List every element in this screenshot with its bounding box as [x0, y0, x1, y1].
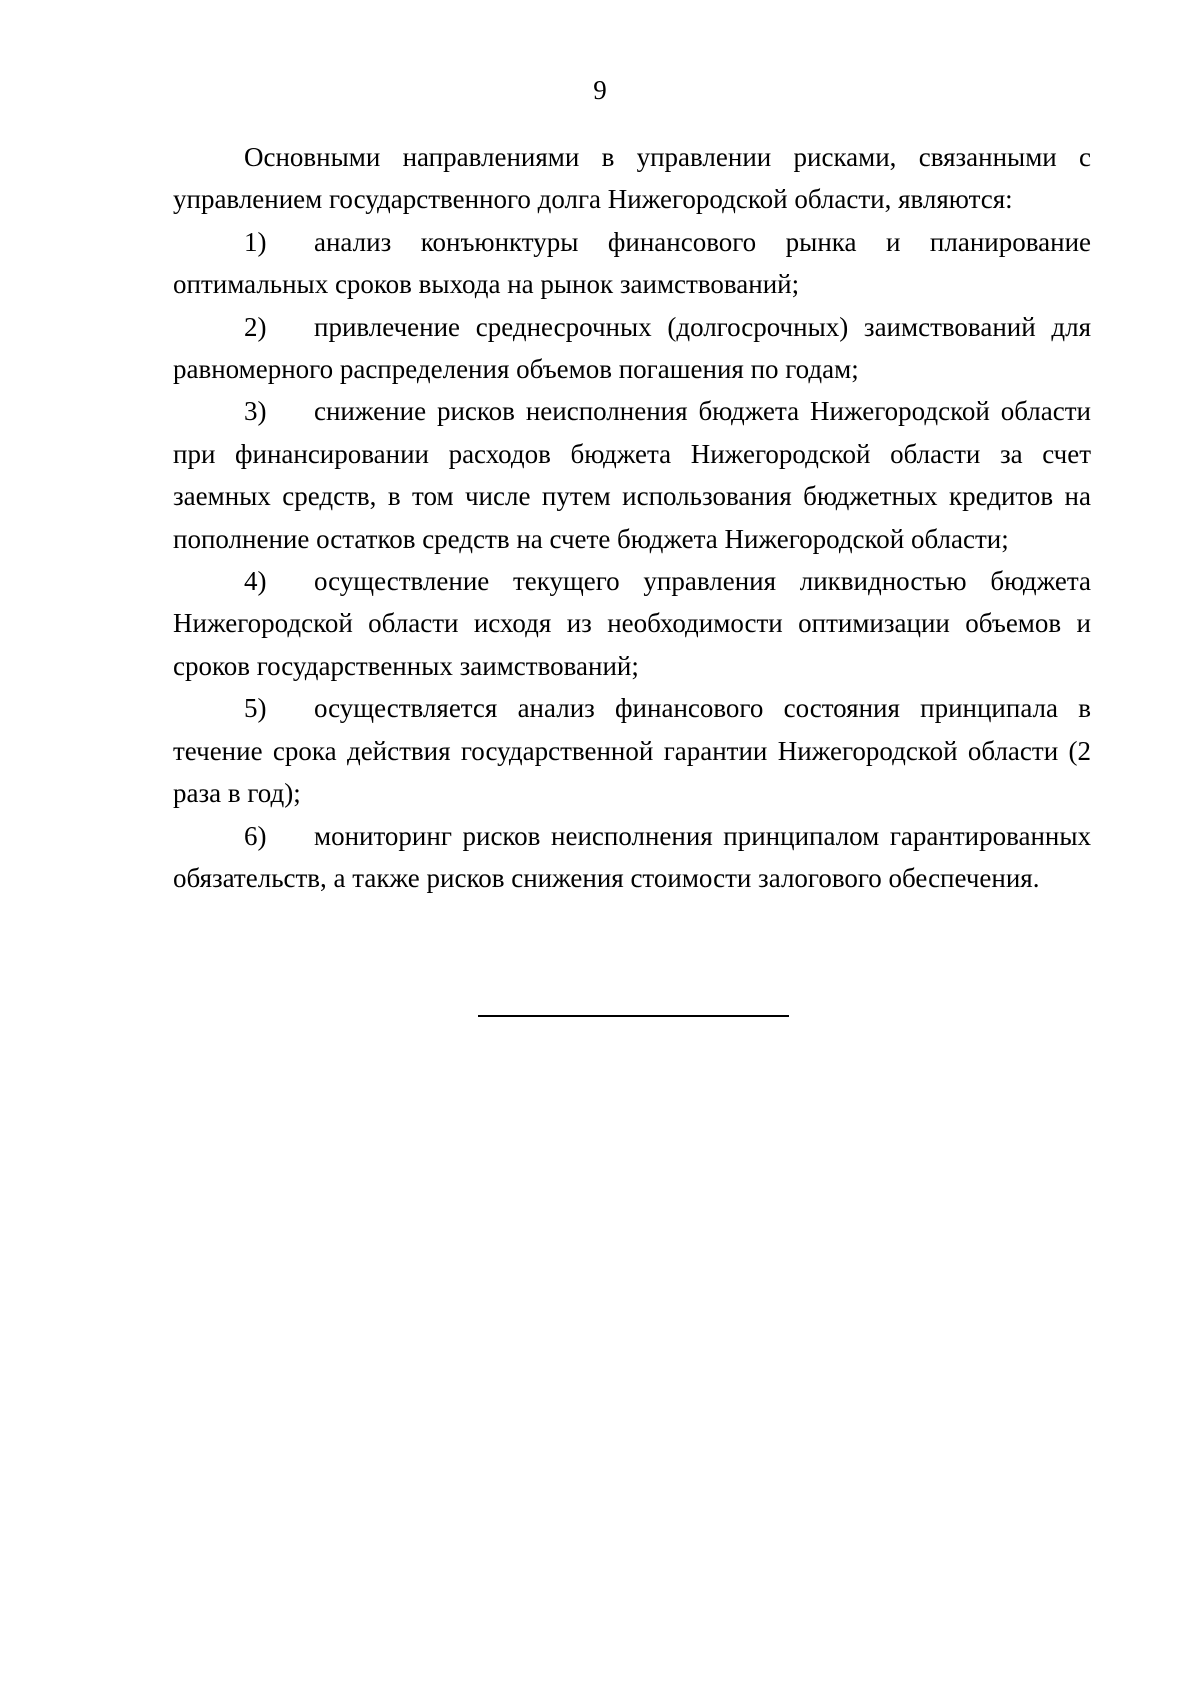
list-item-number: 4) — [244, 566, 267, 597]
list-item — [173, 306, 1091, 391]
list-item-text: привлечение среднесрочных (долгосрочных) заимствований для равномерного распределения объемов погашения по годам; — [173, 311, 1091, 385]
list-item — [173, 390, 1091, 560]
list-item-text: анализ конъюнктуры финансового рынка и планирование оптимальных сроков выхода на рынок заимствований; — [173, 226, 1091, 300]
intro-paragraph: Основными направлениями в управлении рисками, связанными с управлением государственного долга Нижегородской области, являются: — [173, 142, 1091, 215]
list-item-text: осуществление текущего управления ликвидностью бюджета Нижегородской области исходя из необходимости оптимизации объемов и сроков государственных заимствований; — [173, 566, 1091, 681]
list-item-text: снижение рисков неисполнения бюджета Нижегородской области при финансировании расходов бюджета Нижегородской области за счет заемных средств, в том числе путем использования бюджетных кредитов на пополнение остатков средств на счете бюджета Нижегородской области; — [173, 396, 1091, 554]
list-item-number: 6) — [244, 820, 267, 851]
list-item-text: осуществляется анализ финансового состояния принципала в течение срока действия государственной гарантии Нижегородской области (2 раза в год); — [173, 693, 1091, 809]
list-item-number: 2) — [244, 311, 267, 342]
document-body — [173, 136, 1091, 899]
list-item — [173, 560, 1091, 687]
list-item-number: 3) — [244, 396, 267, 427]
list-item — [173, 815, 1091, 900]
list-item-text: мониторинг рисков неисполнения принципалом гарантированных обязательств, а также рисков снижения стоимости залогового обеспечения. — [173, 820, 1091, 893]
page-number: 9 — [593, 75, 607, 105]
list-item-number: 5) — [244, 693, 267, 724]
end-separator-line — [478, 1015, 789, 1017]
list-item — [173, 221, 1091, 306]
list-item — [173, 687, 1091, 814]
list-item-number: 1) — [244, 226, 267, 257]
